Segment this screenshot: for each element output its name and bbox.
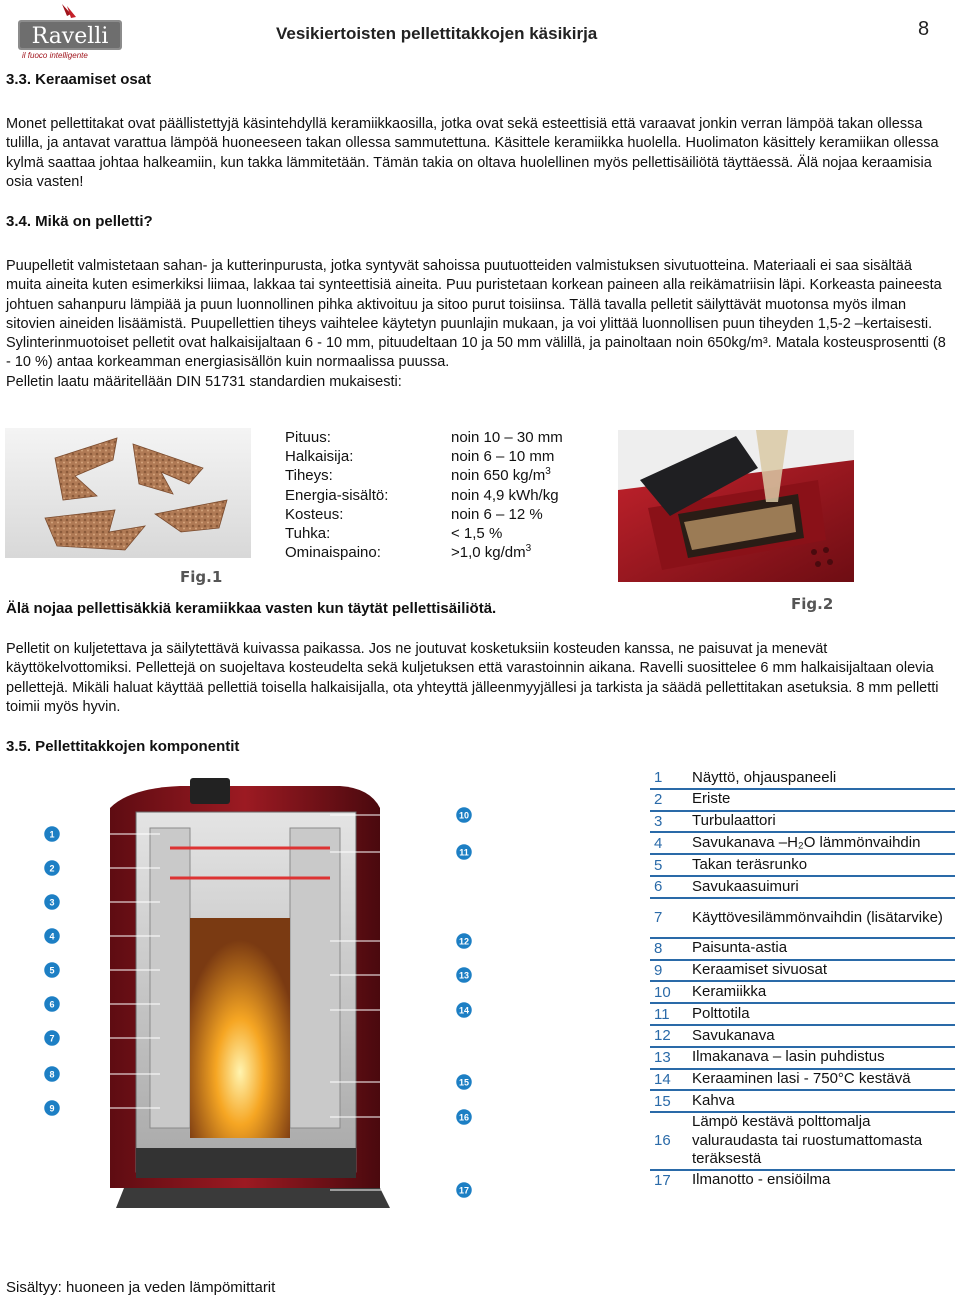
spec-value <box>451 466 551 485</box>
component-label: Savukanava –H₂O lämmönvaihdin <box>692 834 921 852</box>
spec-row <box>285 486 563 505</box>
spec-value <box>451 447 554 466</box>
component-marker-14 <box>456 1002 473 1019</box>
component-label: Lämpö kestävä polttomalja valuraudasta tai ruostumattomasta teräksestä <box>692 1113 923 1168</box>
pellet-paragraph-2: Sylinterinmuotoiset pelletit ovat halkaisijaltaan 6 - 10 mm, pituudeltaan 10 ja 50 mm välillä, ja painoltaan noin 650kg/m³. Matala kosteusprosentti (8 - 10 %) antaa korkeamman energiasisällön kuin normaalissa puussa. <box>6 335 946 371</box>
component-label: Näyttö, ohjauspaneeli <box>692 768 837 786</box>
component-number: 15 <box>654 1092 671 1110</box>
component-label: Keraaminen lasi - 750°C kestävä <box>692 1070 911 1088</box>
component-number: 4 <box>654 834 663 852</box>
spec-value <box>451 428 563 447</box>
component-label: Takan teräsrunko <box>692 855 808 873</box>
component-marker-3 <box>44 894 61 911</box>
component-number: 11 <box>654 1005 670 1023</box>
component-row <box>650 1004 955 1026</box>
component-label: Paisunta-astia <box>692 939 788 957</box>
pellet-paragraph-3: Pelletin laatu määritellään DIN 51731 standardien mukaisesti: <box>6 373 402 390</box>
component-marker-17 <box>456 1182 473 1199</box>
spec-unit-exponent: 3 <box>545 466 551 478</box>
component-row <box>650 982 955 1004</box>
pellet-spec-table <box>285 428 563 562</box>
svg-text:Ravelli: Ravelli <box>31 24 109 49</box>
component-marker-5 <box>44 962 61 979</box>
component-number: 5 <box>654 856 663 874</box>
storage-paragraph: Pelletit on kuljetettava ja säilytettävä kuivassa paikassa. Jos ne joutuvat kosketuksiin kosteuden kanssa, ne paisuvat ja menevät käyttökelvottomiksi. Pellettejä on suojeltava kosteudelta sekä kuljetuksen että varastoinnin aikana. Ravelli suosittelee 6 mm halkaisijaltaan olevia pellettejä. Mikäli haluat käyttää pellettiä toisella halkaisijalla, ota yhteyttä jälleenmyyjällesi ja tarkista ja säädä pellettitakan asetuksia. 8 mm pelletti toimii myös hyvin. <box>6 641 939 715</box>
spec-value <box>451 543 531 562</box>
component-row <box>650 961 955 983</box>
spec-value-text: noin 6 – 12 % <box>451 505 543 523</box>
component-number: 16 <box>654 1132 671 1150</box>
spec-label: Kosteus: <box>285 505 344 523</box>
page-number: 8 <box>918 18 930 40</box>
component-marker-15 <box>456 1074 473 1091</box>
component-marker-10 <box>456 807 473 824</box>
component-marker-12 <box>456 933 473 950</box>
ravelli-logo <box>18 2 122 60</box>
component-row <box>650 1113 955 1171</box>
spec-row <box>285 428 563 447</box>
component-marker-2 <box>44 860 61 877</box>
svg-text:14: 14 <box>458 1005 470 1016</box>
spec-label: Ominaispaino: <box>285 544 381 562</box>
section-heading-3-3: 3.3. Keraamiset osat <box>6 71 152 88</box>
svg-text:13: 13 <box>458 970 470 981</box>
spec-unit-exponent: 3 <box>525 543 532 555</box>
svg-text:7: 7 <box>49 1033 55 1044</box>
component-number: 12 <box>654 1027 671 1045</box>
section-heading-3-4: 3.4. Mikä on pelletti? <box>6 213 153 230</box>
svg-text:11: 11 <box>459 847 469 858</box>
pellet-paragraph-1: Puupelletit valmistetaan sahan- ja kutterinpurusta, jotka syntyvät sahoissa puutuotteiden valmistuksen sivutuotteina. Materiaali ei saa sisältää muita aineita kuten esimerkiksi liimaa, lakkaa tai synteettisiä aineita. Puu puristetaan korkean paineen alla reikämatriisin läpi. Korkeasta paineesta johtuen sahanpuru lämpiää ja puun luonnollinen pihka aktivoituu ja sitoo purut toisiinsa. Tällä tavalla pelletit säilyttävät muotonsa myös ilman sitovien aineiden lisäämistä. Puupellettien tiheys vaihtelee käytetyn puunlajin mukaan, ja voi ylittää luonnollisen puun tiheyden 1,5-2 –kertaisesti. <box>6 258 942 332</box>
spec-row <box>285 466 563 485</box>
svg-text:8: 8 <box>49 1069 55 1080</box>
figure-1-caption: Fig.1 <box>180 568 223 586</box>
component-row <box>650 899 955 939</box>
component-row <box>650 1171 955 1191</box>
svg-text:2: 2 <box>49 863 55 874</box>
stove-cutaway-illustration <box>40 768 480 1218</box>
spec-value-text: < 1,5 % <box>451 525 503 543</box>
spec-row <box>285 447 563 466</box>
component-label: Keraamiset sivuosat <box>692 961 828 979</box>
component-marker-8 <box>44 1066 61 1083</box>
svg-text:9: 9 <box>49 1103 55 1114</box>
component-label: Kahva <box>692 1092 735 1109</box>
component-label: Savukanava <box>692 1026 775 1044</box>
component-number: 9 <box>654 961 663 979</box>
component-label: Eriste <box>692 790 731 808</box>
component-number: 2 <box>654 791 663 809</box>
svg-text:4: 4 <box>49 931 55 942</box>
spec-value-text: noin 6 – 10 mm <box>451 448 555 466</box>
spec-value-text: noin 650 kg/m <box>451 467 546 485</box>
component-number: 3 <box>654 812 663 830</box>
spec-value-text: noin 4,9 kWh/kg <box>451 486 559 504</box>
component-number: 8 <box>654 940 663 958</box>
component-row <box>650 1091 955 1113</box>
figure-2-pellet-filling-image <box>618 430 854 582</box>
spec-value <box>451 505 543 524</box>
component-row <box>650 812 955 834</box>
component-marker-13 <box>456 967 473 984</box>
component-marker-9 <box>44 1100 61 1117</box>
component-marker-11 <box>456 844 473 861</box>
component-row <box>650 855 955 877</box>
spec-label: Energia-sisältö: <box>285 486 389 504</box>
section-heading-3-5: 3.5. Pellettitakkojen komponentit <box>6 738 240 755</box>
spec-value-text: >1,0 kg/dm <box>451 544 526 562</box>
spec-row <box>285 505 563 524</box>
spec-value <box>451 486 559 505</box>
component-row <box>650 1070 955 1092</box>
component-number: 13 <box>654 1049 671 1067</box>
component-number: 1 <box>654 769 663 787</box>
component-marker-1 <box>44 826 61 843</box>
warning-text: Älä nojaa pellettisäkkiä keramiikkaa vasten kun täytät pellettisäiliötä. <box>6 600 497 617</box>
component-number: 6 <box>654 878 663 896</box>
svg-text:6: 6 <box>49 999 55 1010</box>
spec-row <box>285 543 563 562</box>
spec-label: Tiheys: <box>285 467 333 485</box>
pellet-description <box>6 257 951 392</box>
component-list <box>650 768 955 1190</box>
component-number: 17 <box>654 1172 671 1190</box>
figure-1-pellet-recycle-image <box>5 428 251 558</box>
component-marker-4 <box>44 928 61 945</box>
component-row <box>650 877 955 899</box>
component-label: Turbulaattori <box>692 812 776 830</box>
component-row <box>650 790 955 812</box>
document-title: Vesikiertoisten pellettitakkojen käsikirja <box>276 24 598 43</box>
svg-text:16: 16 <box>458 1112 470 1123</box>
spec-value <box>451 524 502 543</box>
svg-text:il fuoco intelligente: il fuoco intelligente <box>22 51 88 60</box>
component-label: Ilmakanava – lasin puhdistus <box>692 1048 885 1066</box>
component-marker-7 <box>44 1030 61 1047</box>
component-row <box>650 939 955 961</box>
svg-text:5: 5 <box>49 965 55 976</box>
component-row <box>650 768 955 790</box>
spec-row <box>285 524 563 543</box>
figure-2-caption: Fig.2 <box>791 595 834 613</box>
component-label: Käyttövesilämmönvaihdin (lisätarvike) <box>692 908 943 926</box>
svg-text:17: 17 <box>458 1185 470 1196</box>
component-row <box>650 1048 955 1070</box>
component-label: Ilmanotto - ensiöilma <box>692 1171 831 1189</box>
component-number: 7 <box>654 909 663 927</box>
component-number: 10 <box>654 983 671 1001</box>
component-number: 14 <box>654 1070 671 1088</box>
spec-label: Tuhka: <box>285 525 331 543</box>
component-row <box>650 1026 955 1048</box>
svg-text:1: 1 <box>49 829 55 840</box>
component-marker-6 <box>44 996 61 1013</box>
spec-label: Pituus: <box>285 429 331 446</box>
svg-text:10: 10 <box>458 810 470 821</box>
svg-text:3: 3 <box>49 897 55 908</box>
component-label: Savukaasuimuri <box>692 877 799 895</box>
component-marker-16 <box>456 1109 473 1126</box>
component-row <box>650 833 955 855</box>
spec-label: Halkaisija: <box>285 448 354 466</box>
svg-text:15: 15 <box>458 1077 470 1088</box>
component-label: Keramiikka <box>692 983 767 1001</box>
component-label: Polttotila <box>692 1004 750 1022</box>
footer-note: Sisältyy: huoneen ja veden lämpömittarit <box>6 1279 276 1296</box>
spec-value-text: noin 10 – 30 mm <box>451 429 563 446</box>
ceramic-parts-paragraph: Monet pellettitakat ovat päällistettyjä käsintehdyllä keramiikkaosilla, jotka ovat sekä esteettisiä että varaavat jonkin verran lämpöä takan ollessa tulilla, ja antavat varattua lämpöä huoneeseen takan ollessa sammutettuna. Käsittele keramiikka huolella. Huolimaton käsittely keramiikan ollessa kylmä saattaa johtaa halkeamiin, kun takka lämmitetään. Tämän takia on oltava huolellinen myös pellettisäiliötä täyttäessä. Älä nojaa keraamisia osia vasten! <box>6 116 939 190</box>
svg-text:12: 12 <box>458 936 470 947</box>
